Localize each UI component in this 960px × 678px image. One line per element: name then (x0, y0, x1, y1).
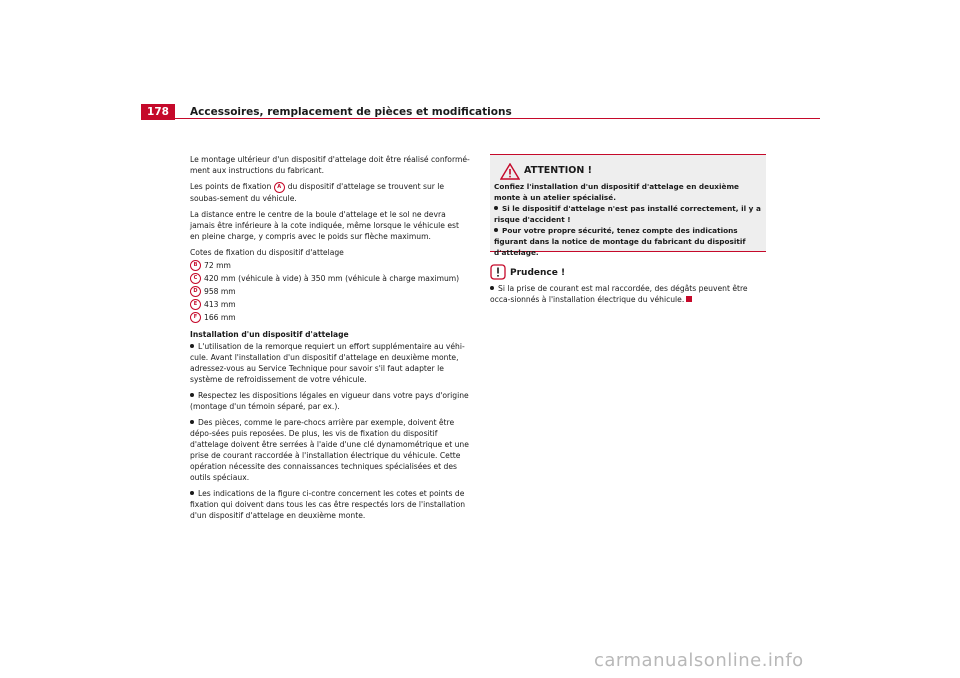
paragraph-intro: Le montage ultérieur d'un dispositif d'attelage doit être réalisé conformé-ment aux instructions du fabricant. (190, 155, 470, 175)
callout-badge-d: D (190, 286, 201, 297)
bullet-dot-icon (494, 206, 498, 210)
page-header-title: Accessoires, remplacement de pièces et modifications (190, 106, 512, 118)
bullet-item (190, 390, 470, 412)
caution-exclamation-icon (490, 264, 506, 280)
end-square-icon (686, 296, 692, 302)
paragraph-fixation-points (190, 181, 470, 204)
dimension-row (190, 299, 470, 311)
bullet-text: Des pièces, comme le pare-chocs arrière par exemple, doivent être dépo-sées puis reposées. De plus, les vis de fixation du dispositif d'attelage doivent être serrées à l'aide d'une clé dynamométrique et une prise de courant raccordée à l'installation électrique du véhicule. Cette opération nécessite des connaissances techniques spécialisées et des outils spéciaux. (190, 417, 469, 482)
warning-box (490, 154, 766, 257)
dimension-row (190, 260, 470, 272)
callout-badge-a: A (274, 182, 285, 193)
bullet-dot-icon (190, 393, 194, 397)
bullet-item (190, 488, 470, 521)
fixation-text-after: du dispositif d'attelage se trouvent sur le soubas-sement du véhicule. (190, 182, 445, 203)
bullet-text: Les indications de la figure ci-contre concernent les cotes et points de fixation qui doivent dans tous les cas être respectés lors de l'installation d'un dispositif d'attelage en deuxième monte. (190, 488, 466, 520)
bullet-dot-icon (190, 420, 194, 424)
callout-badge-f: F (190, 312, 201, 323)
bullet-item (190, 417, 470, 483)
warning-triangle-icon (500, 163, 520, 180)
callout-badge-b: B (190, 260, 201, 271)
warning-intro: Confiez l'installation d'un dispositif d'attelage en deuxième monte à un atelier spécialisé. (494, 182, 740, 202)
watermark: carmanualsonline.info (594, 650, 804, 671)
left-column (190, 154, 470, 526)
callout-badge-e: E (190, 299, 201, 310)
header-rule (141, 118, 820, 119)
dimension-row (190, 312, 470, 324)
bullet-dot-icon (494, 228, 498, 232)
dimension-row (190, 273, 470, 285)
warning-item (494, 226, 764, 258)
bullet-dot-icon (490, 286, 494, 290)
warning-body (494, 182, 764, 259)
warning-item-text: Pour votre propre sécurité, tenez compte des indications figurant dans la notice de montage du fabricant du dispositif d'attelage. (494, 226, 746, 257)
dimension-value: 166 mm (204, 312, 236, 322)
caution-title-row (490, 264, 766, 280)
caution-section (490, 264, 766, 305)
fixation-text-before: Les points de fixation (190, 182, 272, 191)
bullet-text: L'utilisation de la remorque requiert un effort supplémentaire au véhi-cule. Avant l'installation d'un dispositif d'attelage en deuxième monte, adressez-vous au Service Technique pour savoir s'il faut adapter le système de refroidissement de votre véhicule. (190, 341, 465, 384)
bullet-dot-icon (190, 491, 194, 495)
paragraph-distance: La distance entre le centre de la boule d'attelage et le sol ne devra jamais être inférieure à la cote indiquée, même lorsque le véhicule est en pleine charge, y compris avec le poids sur flèche maximum. (190, 209, 459, 241)
page-number: 178 (141, 104, 175, 120)
callout-badge-c: C (190, 273, 201, 284)
dimension-value: 413 mm (204, 299, 236, 309)
bullet-text: Respectez les dispositions légales en vigueur dans votre pays d'origine (montage d'un témoin séparé, par ex.). (190, 390, 469, 411)
dimension-value: 958 mm (204, 286, 236, 296)
paragraph-dimensions-title: Cotes de fixation du dispositif d'attelage (190, 247, 344, 257)
bullet-dot-icon (190, 344, 194, 348)
warning-title: ATTENTION ! (524, 165, 592, 176)
warning-title-row (500, 163, 592, 179)
caution-body (490, 283, 766, 305)
dimension-value: 72 mm (204, 260, 231, 270)
section-heading: Installation d'un dispositif d'attelage (190, 329, 349, 339)
caution-text: Si la prise de courant est mal raccordée, des dégâts peuvent être occa-sionnés à l'installation électrique du véhicule. (490, 284, 748, 304)
caution-title: Prudence ! (510, 268, 566, 278)
bullet-item (190, 341, 470, 385)
warning-item (494, 204, 764, 225)
dimension-value: 420 mm (véhicule à vide) à 350 mm (véhicule à charge maximum) (204, 273, 460, 283)
warning-item-text: Si le dispositif d'attelage n'est pas installé correctement, il y a risque d'accident ! (494, 204, 761, 224)
dimension-row (190, 286, 470, 298)
